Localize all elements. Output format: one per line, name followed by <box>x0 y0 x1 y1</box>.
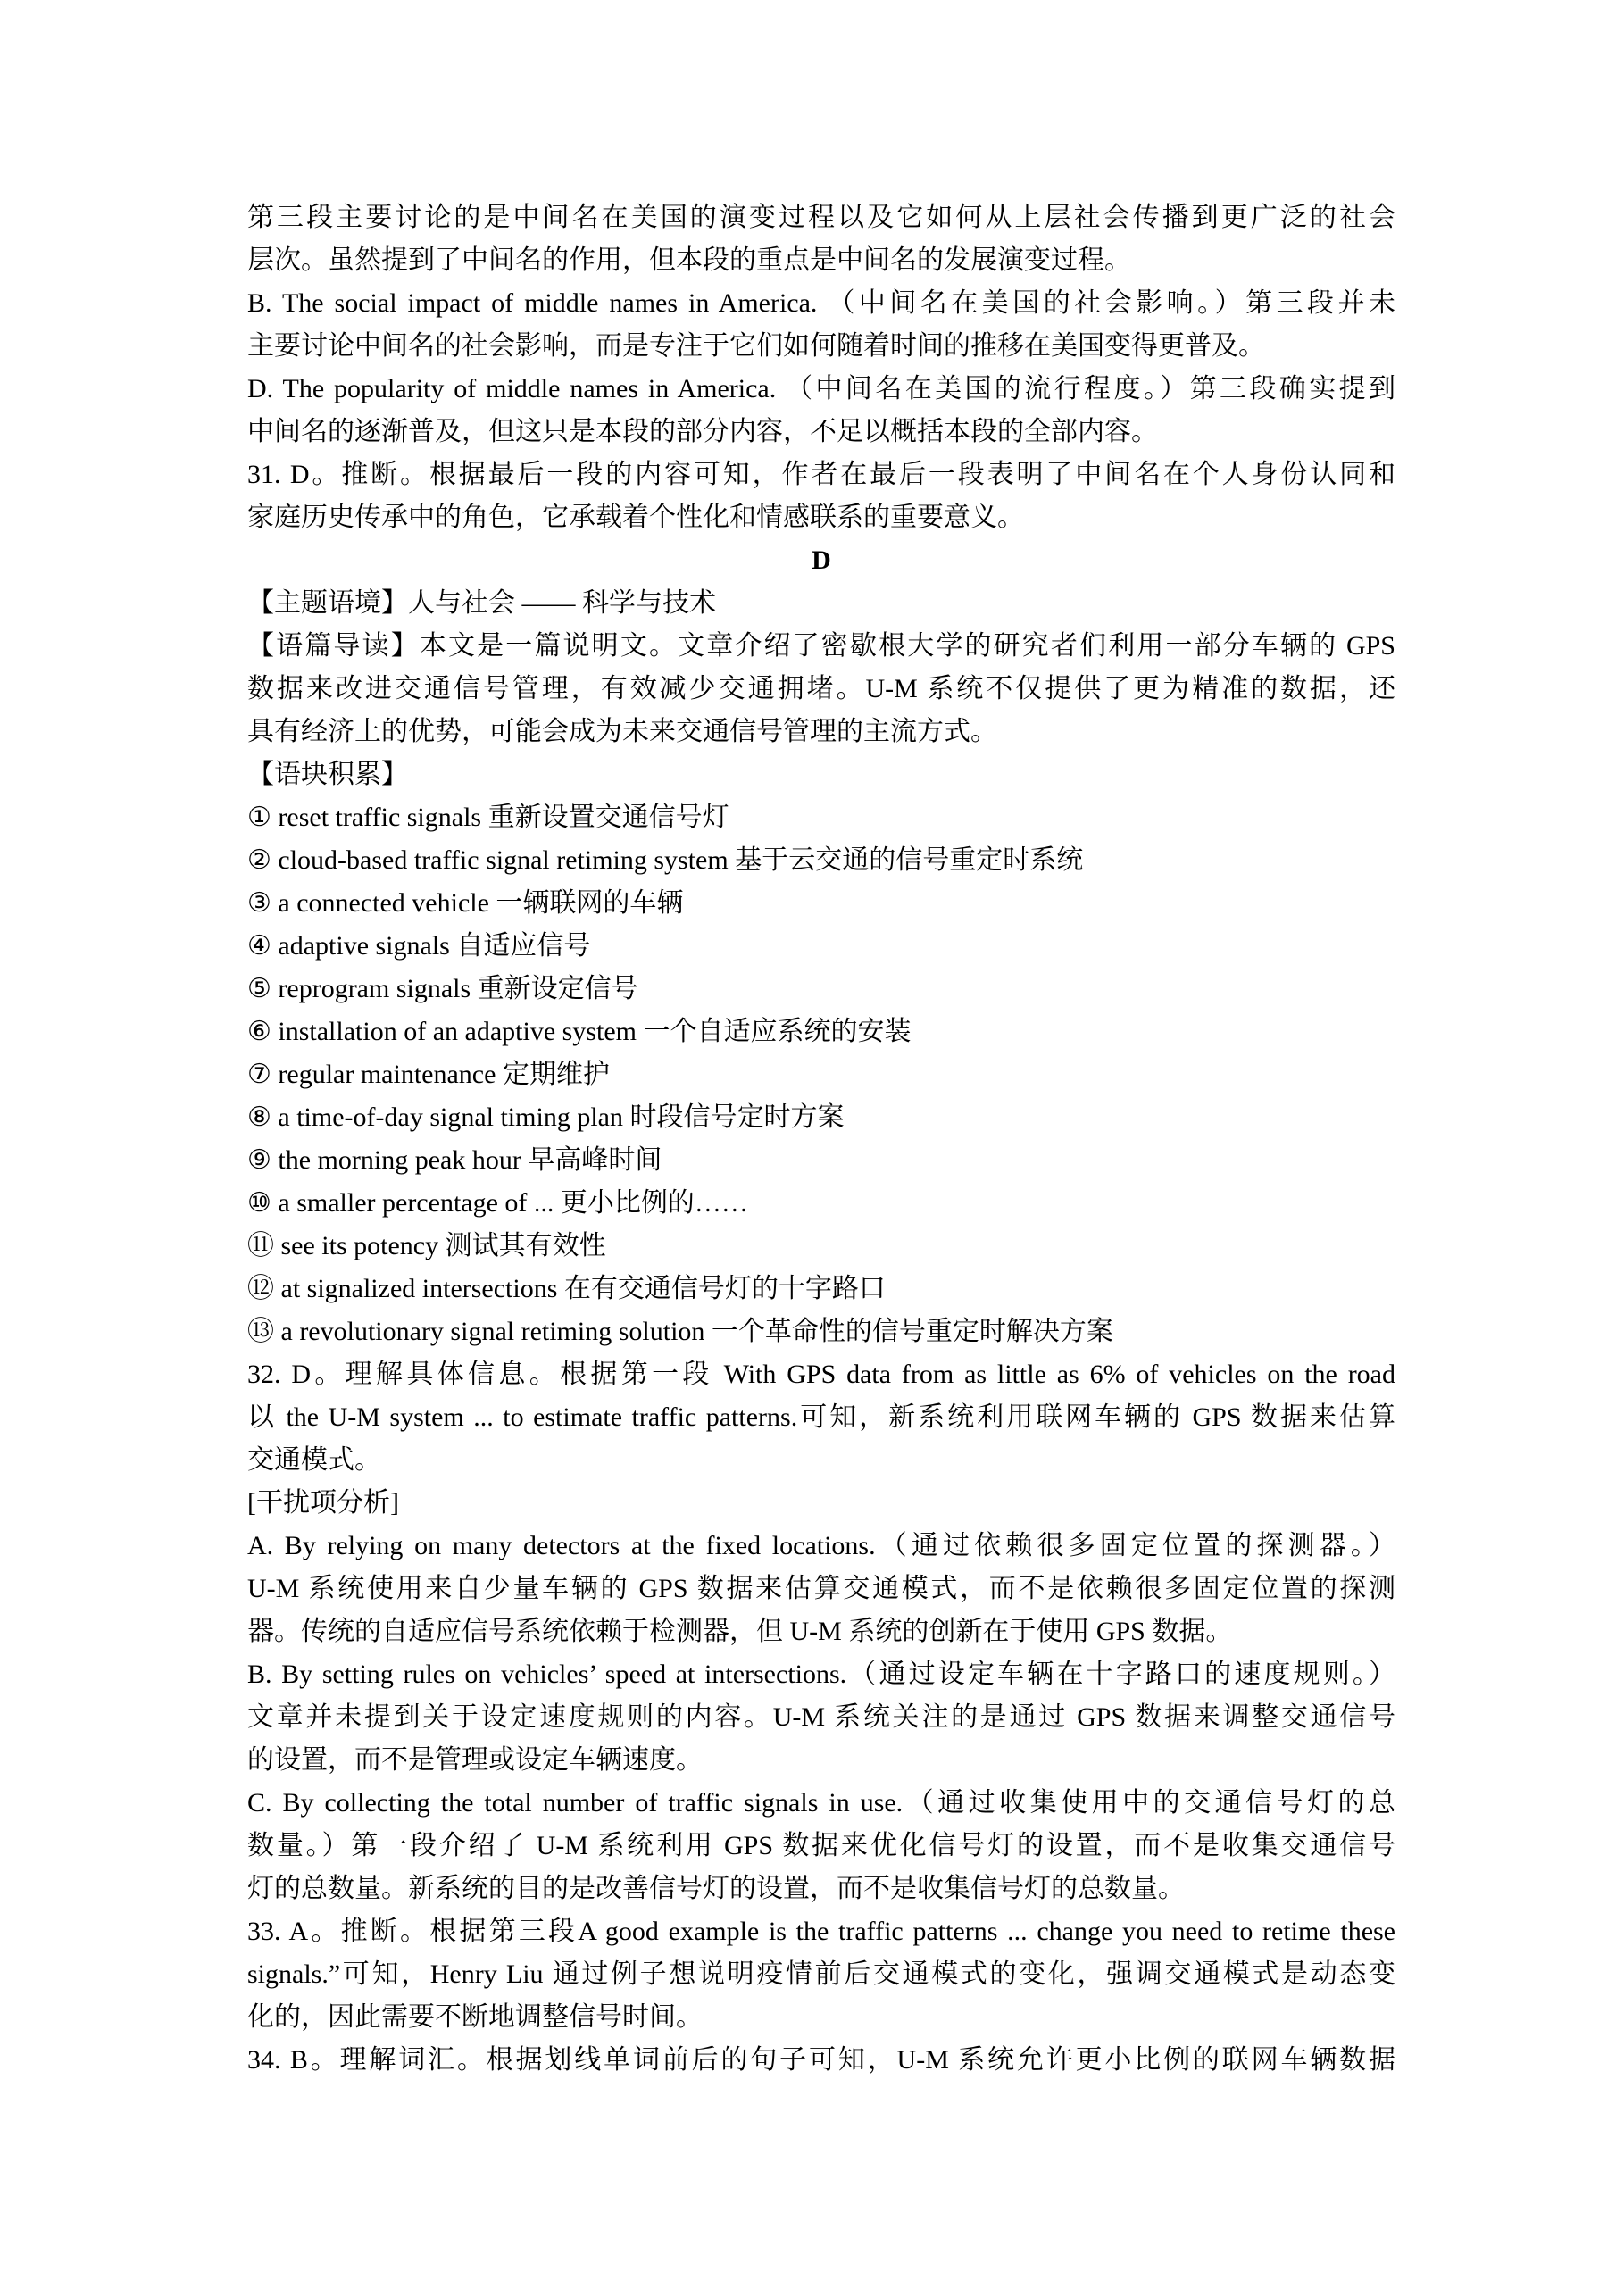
text-line: U-M 系统使用来自少量车辆的 GPS 数据来估算交通模式，而不是依赖很多固定位置的探测 <box>247 1574 1395 1603</box>
text-line: ③ a connected vehicle 一辆联网的车辆 <box>247 888 684 918</box>
text-line: 主要讨论中间名的社会影响，而是专注于它们如何随着时间的推移在美国变得更普及。 <box>247 331 1265 361</box>
text-line: 第三段主要讨论的是中间名在美国的演变过程以及它如何从上层社会传播到更广泛的社会 <box>247 203 1395 232</box>
text-line: 【语块积累】 <box>247 760 408 789</box>
text-line: ⑨ the morning peak hour 早高峰时间 <box>247 1145 662 1175</box>
text-line: A. By relying on many detectors at the fixed locations.（通过依赖很多固定位置的探测器。） <box>247 1531 1395 1560</box>
text-line: 34. B。理解词汇。根据划线单词前后的句子可知，U-M 系统允许更小比例的联网车辆数据 <box>247 2045 1395 2075</box>
text-line: 【语篇导读】本文是一篇说明文。文章介绍了密歇根大学的研究者们利用一部分车辆的 GPS <box>247 631 1395 661</box>
text-line: 灯的总数量。新系统的目的是改善信号灯的设置，而不是收集信号灯的总数量。 <box>247 1874 1185 1903</box>
text-line: ⑦ regular maintenance 定期维护 <box>247 1060 610 1089</box>
text-line: D. The popularity of middle names in America. （中间名在美国的流行程度。）第三段确实提到 <box>247 374 1395 403</box>
text-line: B. By setting rules on vehicles’ speed at intersections.（通过设定车辆在十字路口的速度规则。） <box>247 1660 1395 1689</box>
text-line: 【主题语境】人与社会 —— 科学与技术 <box>247 588 716 618</box>
section-heading: D <box>812 545 831 575</box>
text-line: ⑧ a time-of-day signal timing plan 时段信号定时方案 <box>247 1102 845 1132</box>
text-line: ⑥ installation of an adaptive system 一个自适应系统的安装 <box>247 1017 912 1046</box>
text-line: ① reset traffic signals 重新设置交通信号灯 <box>247 803 729 832</box>
text-line: [干扰项分析] <box>247 1488 399 1518</box>
text-line: 32. D。理解具体信息。根据第一段 With GPS data from as little as 6% of vehicles on the road <box>247 1360 1395 1389</box>
text-line: C. By collecting the total number of traffic signals in use.（通过收集使用中的交通信号灯的总 <box>247 1788 1395 1818</box>
text-line: 器。传统的自适应信号系统依赖于检测器，但 U-M 系统的创新在于使用 GPS 数据。 <box>247 1617 1233 1646</box>
text-line: 以 the U-M system ... to estimate traffic patterns.可知，新系统利用联网车辆的 GPS 数据来估算 <box>247 1402 1395 1432</box>
text-line: 化的，因此需要不断地调整信号时间。 <box>247 2002 703 2032</box>
text-line: 交通模式。 <box>247 1445 381 1475</box>
text-line: ⑤ reprogram signals 重新设定信号 <box>247 974 638 1003</box>
text-line: ⑩ a smaller percentage of ... 更小比例的…… <box>247 1188 748 1218</box>
text-line: 数据来改进交通信号管理，有效减少交通拥堵。U-M 系统不仅提供了更为精准的数据，还 <box>247 674 1395 703</box>
text-line: 文章并未提到关于设定速度规则的内容。U-M 系统关注的是通过 GPS 数据来调整交通信号 <box>247 1702 1395 1732</box>
text-line: 层次。虽然提到了中间名的作用，但本段的重点是中间名的发展演变过程。 <box>247 245 1131 275</box>
text-line: signals.”可知，Henry Liu 通过例子想说明疫情前后交通模式的变化，强调交通模式是动态变 <box>247 1959 1395 1989</box>
text-line: 31. D。推断。根据最后一段的内容可知，作者在最后一段表明了中间名在个人身份认同和 <box>247 460 1395 489</box>
text-line: ⑪ see its potency 测试其有效性 <box>247 1231 606 1260</box>
text-line: 数量。）第一段介绍了 U-M 系统利用 GPS 数据来优化信号灯的设置，而不是收集交通信号 <box>247 1831 1395 1860</box>
text-line: ② cloud-based traffic signal retiming system 基于云交通的信号重定时系统 <box>247 845 1084 875</box>
text-line: 33. A。推断。根据第三段A good example is the traffic patterns ... change you need to retime these <box>247 1917 1395 1946</box>
text-line: 的设置，而不是管理或设定车辆速度。 <box>247 1745 703 1775</box>
document-page <box>247 196 1395 2082</box>
text-line: ④ adaptive signals 自适应信号 <box>247 931 591 961</box>
text-line: ⑬ a revolutionary signal retiming solution 一个革命性的信号重定时解决方案 <box>247 1317 1113 1346</box>
text-line: ⑫ at signalized intersections 在有交通信号灯的十字路口 <box>247 1274 886 1303</box>
text-line: B. The social impact of middle names in America. （中间名在美国的社会影响。）第三段并未 <box>247 288 1395 318</box>
text-line: 具有经济上的优势，可能会成为未来交通信号管理的主流方式。 <box>247 717 997 746</box>
text-line: 中间名的逐渐普及，但这只是本段的部分内容，不足以概括本段的全部内容。 <box>247 417 1158 446</box>
text-line: 家庭历史传承中的角色，它承载着个性化和情感联系的重要意义。 <box>247 503 1024 532</box>
